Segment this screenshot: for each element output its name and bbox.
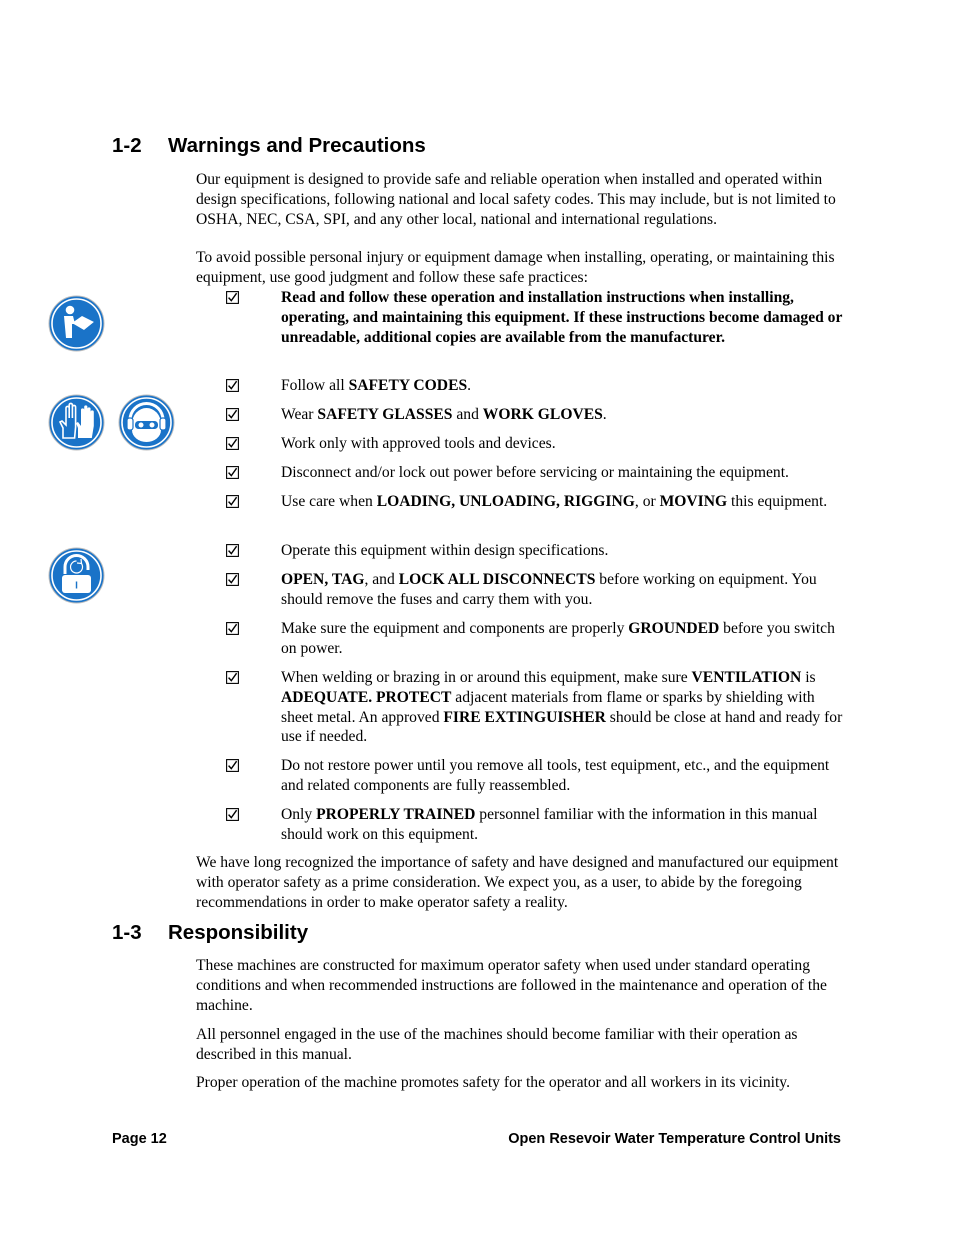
section-number: 1-2 — [112, 134, 142, 157]
checkbox-checked-icon — [226, 463, 240, 483]
checklist-text-segment: Use care when — [281, 493, 377, 510]
checklist-text-segment: SAFETY CODES — [348, 377, 468, 394]
svg-text:I: I — [75, 580, 78, 592]
responsibility-paragraph: These machines are constructed for maximum operator safety when used under standard operating conditions and when recommended instructions are followed in the maintenance and operation of the machine. — [196, 957, 827, 1014]
wear-gloves-icon — [48, 394, 105, 456]
checklist-item-text — [281, 541, 846, 561]
checklist-item-text — [281, 492, 846, 512]
lockout-padlock-icon — [48, 547, 105, 609]
checkbox-checked-icon — [226, 434, 240, 454]
checklist-text-segment: should be close at hand and ready for use if needed. — [281, 708, 843, 746]
checklist-text-segment: MOVING — [659, 493, 728, 510]
checklist-item-text — [281, 434, 846, 454]
wear-goggles-earmuffs-icon — [118, 394, 175, 456]
checklist-text-segment: adjacent materials from flame or sparks by shielding with sheet metal. An approved — [281, 688, 815, 726]
checklist-item-text — [281, 405, 846, 425]
checklist-item-text — [281, 805, 846, 845]
checklist-text-segment: LOADING, UNLOADING, RIGGING — [376, 493, 635, 510]
checklist-item — [226, 463, 846, 483]
checklist-text-segment: and — [452, 406, 483, 423]
checklist-text-segment: Read and follow these operation and installation instructions when installing, operating, and maintaining this equipment. If these instructions become damaged or unreadable, additional copies are available from the manufacturer. — [281, 289, 843, 346]
checklist-text-segment: VENTILATION — [691, 669, 802, 686]
checklist-item-text — [281, 463, 846, 483]
closing-paragraph: We have long recognized the importance of safety and have designed and manufactured our equipment with operator safety as a prime consideration. We expect you, as a user, to abide by the foregoing recommendations in order to make operator safety a reality. — [196, 854, 839, 911]
checkbox-checked-icon — [226, 541, 240, 561]
checklist-text-segment: OPEN, TAG — [281, 571, 365, 588]
checklist-text-segment: Operate this equipment within design specifications. — [281, 542, 609, 559]
checkbox-checked-icon — [226, 405, 240, 425]
checklist-item — [226, 434, 846, 454]
page-number: Page 12 — [112, 1131, 167, 1147]
responsibility-paragraph: All personnel engaged in the use of the machines should become familiar with their operation as described in this manual. — [196, 1026, 798, 1063]
checkbox-checked-icon — [226, 492, 240, 512]
checklist-text-segment: is — [801, 669, 816, 686]
checklist-text-segment: Disconnect and/or lock out power before servicing or maintaining the equipment. — [281, 464, 789, 481]
checklist-text-segment: PROPERLY TRAINED — [316, 806, 476, 823]
checklist-item — [226, 805, 846, 845]
checklist-text-segment: Do not restore power until you remove all tools, test equipment, etc., and the equipment and related components are fully reassembled. — [281, 757, 830, 794]
section-heading-warnings — [112, 134, 426, 158]
checklist-item — [226, 492, 846, 512]
section-title: Responsibility — [168, 921, 309, 944]
checklist-item-text — [281, 288, 846, 347]
checklist-text-segment: ADEQUATE. PROTECT — [281, 688, 452, 706]
checkbox-checked-icon — [226, 288, 240, 308]
checklist-text-segment: Work only with approved tools and devices. — [281, 435, 556, 452]
checklist-item — [226, 619, 846, 659]
checklist-text-segment: . — [467, 377, 472, 394]
intro-paragraph-2: To avoid possible personal injury or equipment damage when installing, operating, or maintaining this equipment, use good judgment and follow these safe practices: — [196, 249, 835, 286]
checkbox-checked-icon — [226, 756, 240, 776]
checklist-item — [226, 288, 846, 347]
read-manual-icon — [48, 295, 105, 357]
checklist-item — [226, 570, 846, 610]
section-number: 1-3 — [112, 921, 142, 944]
checklist-text-segment: When welding or brazing in or around this equipment, make sure — [281, 669, 692, 686]
checklist-text-segment: , and — [364, 571, 399, 588]
section-title: Warnings and Precautions — [168, 134, 426, 157]
checklist-text-segment: SAFETY GLASSES — [317, 406, 453, 423]
checklist-item-text — [281, 619, 846, 659]
checkbox-checked-icon — [226, 376, 240, 396]
checkbox-checked-icon — [226, 619, 240, 639]
checklist-item — [226, 668, 846, 747]
checklist-text-segment: WORK GLOVES — [482, 406, 603, 423]
checklist-text-segment: Follow all — [281, 377, 349, 394]
checkbox-checked-icon — [226, 668, 240, 688]
checklist-text-segment: Wear — [281, 406, 318, 423]
checklist-text-segment: Only — [281, 806, 317, 823]
responsibility-paragraph: Proper operation of the machine promotes safety for the operator and all workers in its vicinity. — [196, 1074, 790, 1091]
section-heading-responsibility — [112, 921, 308, 945]
checklist-item — [226, 405, 846, 425]
intro-paragraph: Our equipment is designed to provide safe and reliable operation when installed and operated within design specifications, following national and local safety codes. This may include, but is not limited to OSHA, NEC, CSA, SPI, and any other local, national and international regulations. — [196, 171, 836, 228]
checkbox-checked-icon — [226, 805, 240, 825]
checklist-text-segment: personnel familiar with the information in this manual should work on this equipment. — [281, 806, 818, 843]
checklist-item-text — [281, 756, 846, 796]
manual-title: Open Resevoir Water Temperature Control Units — [508, 1131, 841, 1147]
checklist-text-segment: FIRE EXTINGUISHER — [443, 708, 606, 726]
checklist-item-text — [281, 570, 846, 610]
checklist-text-segment: LOCK ALL DISCONNECTS — [398, 571, 596, 588]
checklist-text-segment: this equipment. — [727, 493, 828, 510]
checklist-item-text — [281, 668, 846, 747]
checklist-text-segment: GROUNDED — [628, 620, 720, 637]
checklist-text-segment: . — [602, 406, 607, 423]
checkbox-checked-icon — [226, 570, 240, 590]
checklist-item — [226, 376, 846, 396]
checklist-text-segment: before working on equipment. You should remove the fuses and carry them with you. — [281, 571, 817, 608]
checklist-item — [226, 756, 846, 796]
checklist-text-segment: Make sure the equipment and components are properly — [281, 620, 629, 637]
checklist-text-segment: before you switch on power. — [281, 620, 835, 657]
checklist-item — [226, 541, 846, 561]
checklist-text-segment: , or — [634, 493, 660, 510]
checklist-item-text — [281, 376, 846, 396]
